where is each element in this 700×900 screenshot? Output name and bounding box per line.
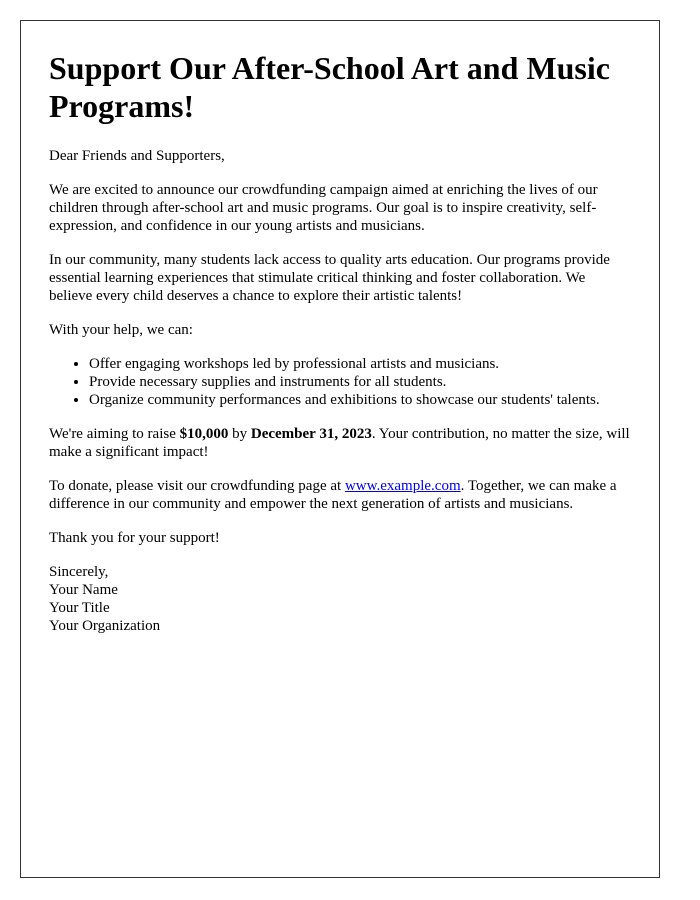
list-item: • Organize community performances and exhibitions to showcase our students' talents. xyxy=(89,391,631,409)
help-list xyxy=(49,355,631,409)
signature-name: Your Name xyxy=(49,582,118,598)
signature-closing: Sincerely, xyxy=(49,564,109,580)
thanks-line: Thank you for your support! xyxy=(49,530,220,546)
list-item: • Offer engaging workshops led by professional artists and musicians. xyxy=(89,355,631,373)
goal-paragraph xyxy=(49,425,631,461)
goal-deadline: December 31, 2023 xyxy=(250,426,372,442)
help-lead: With your help, we can: xyxy=(49,322,193,338)
community-paragraph: In our community, many students lack access to quality arts education. Our programs provide essential learning experiences that stimulate critical thinking and foster collaboration. We believe every child deserves a chance to explore their artistic talents! xyxy=(49,252,610,304)
donate-suffix: . Together, we can make a difference in our community and empower the next generation of artists and musicians. xyxy=(49,478,617,512)
goal-suffix: . Your contribution, no matter the size, will make a significant impact! xyxy=(49,426,630,460)
goal-middle: by xyxy=(228,426,251,442)
donate-paragraph xyxy=(49,477,631,513)
goal-amount: $10,000 xyxy=(179,426,229,442)
signature-organization: Your Organization xyxy=(49,618,161,634)
letter-title: Support Our After-School Art and Music Programs! xyxy=(49,50,610,124)
donate-prefix: To donate, please visit our crowdfunding page at xyxy=(49,478,345,494)
greeting: Dear Friends and Supporters, xyxy=(49,148,225,164)
signature-block xyxy=(49,563,631,635)
letter-page xyxy=(20,20,660,878)
signature-title: Your Title xyxy=(49,600,110,616)
donate-link[interactable]: www.example.com xyxy=(344,478,461,494)
list-item: • Provide necessary supplies and instruments for all students. xyxy=(89,373,631,391)
intro-paragraph: We are excited to announce our crowdfunding campaign aimed at enriching the lives of our children through after-school art and music programs. Our goal is to inspire creativity, self-expression, and confidence in our young artists and musicians. xyxy=(49,182,598,234)
goal-prefix: We're aiming to raise xyxy=(49,426,180,442)
